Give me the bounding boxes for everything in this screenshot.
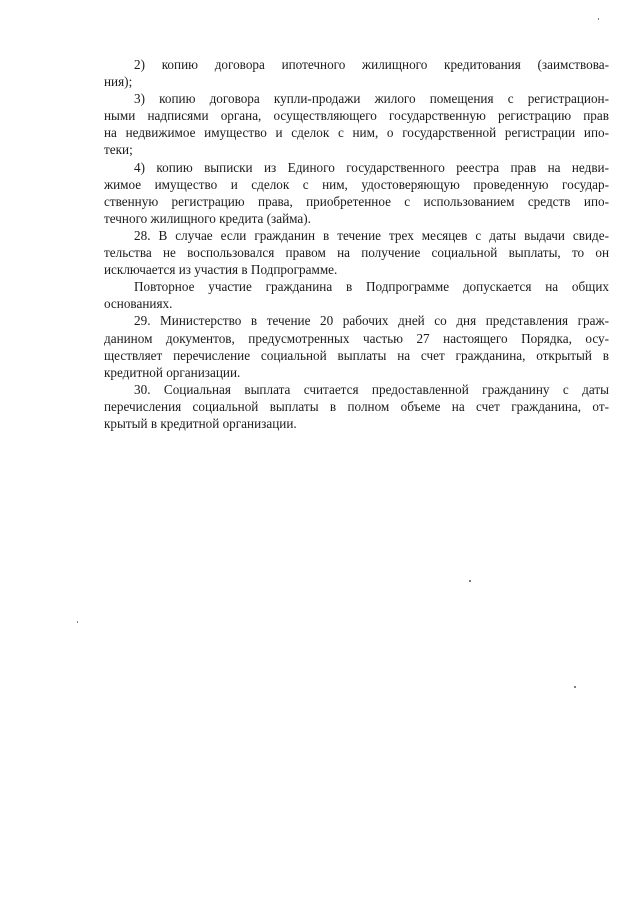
scan-speck <box>77 621 78 623</box>
document-body <box>104 56 609 432</box>
paragraph-line: основаниях. <box>104 296 173 312</box>
paragraph-line: ными надписями органа, осуществляющего государственную регистрацию прав <box>104 108 609 124</box>
paragraph-line: данином документов, предусмотренных частью 27 настоящего Порядка, осу- <box>104 330 609 346</box>
paragraph-first-line: 3) копию договора купли-продажи жилого помещения с регистрацион- <box>134 91 609 107</box>
paragraph-line: течного жилищного кредита (займа). <box>104 210 311 226</box>
paragraph-line: ственную регистрацию права, приобретенное с использованием средств ипо- <box>104 193 609 209</box>
paragraph-line: ществляет перечисление социальной выплаты на счет гражданина, открытый в <box>104 347 609 363</box>
paragraph-line: теки; <box>104 142 133 158</box>
paragraph-line: жимое имущество и сделок с ним, удостоверяющую проведенную государ- <box>104 176 609 192</box>
paragraph-line: перечисления социальной выплаты в полном объеме на счет гражданина, от- <box>104 398 609 414</box>
scan-speck <box>469 580 471 582</box>
scan-speck <box>598 18 599 20</box>
paragraph-line: кредитной организации. <box>104 364 241 380</box>
paragraph-first-line: 2) копию договора ипотечного жилищного кредитования (заимствова- <box>134 57 609 72</box>
scan-speck <box>574 686 576 688</box>
paragraph-first-line: 28. В случае если гражданин в течение трех месяцев с даты выдачи свиде- <box>134 227 609 243</box>
paragraph-line: исключается из участия в Подпрограмме. <box>104 262 338 278</box>
paragraph-first-line: Повторное участие гражданина в Подпрограмме допускается на общих <box>134 279 609 295</box>
paragraph-first-line: 29. Министерство в течение 20 рабочих дней со дня представления граж- <box>134 313 609 329</box>
paragraph-line: на недвижимое имущество и сделок с ним, о государственной регистрации ипо- <box>104 125 609 141</box>
paragraph-first-line: 4) копию выписки из Единого государственного реестра прав на недви- <box>134 159 609 175</box>
paragraph-line: крытый в кредитной организации. <box>104 415 297 431</box>
paragraph-line: тельства не воспользовался правом на получение социальной выплаты, то он <box>104 245 609 261</box>
paragraph-first-line: 30. Социальная выплата считается предоставленной гражданину с даты <box>134 381 609 397</box>
paragraph-line: ния); <box>104 74 133 90</box>
